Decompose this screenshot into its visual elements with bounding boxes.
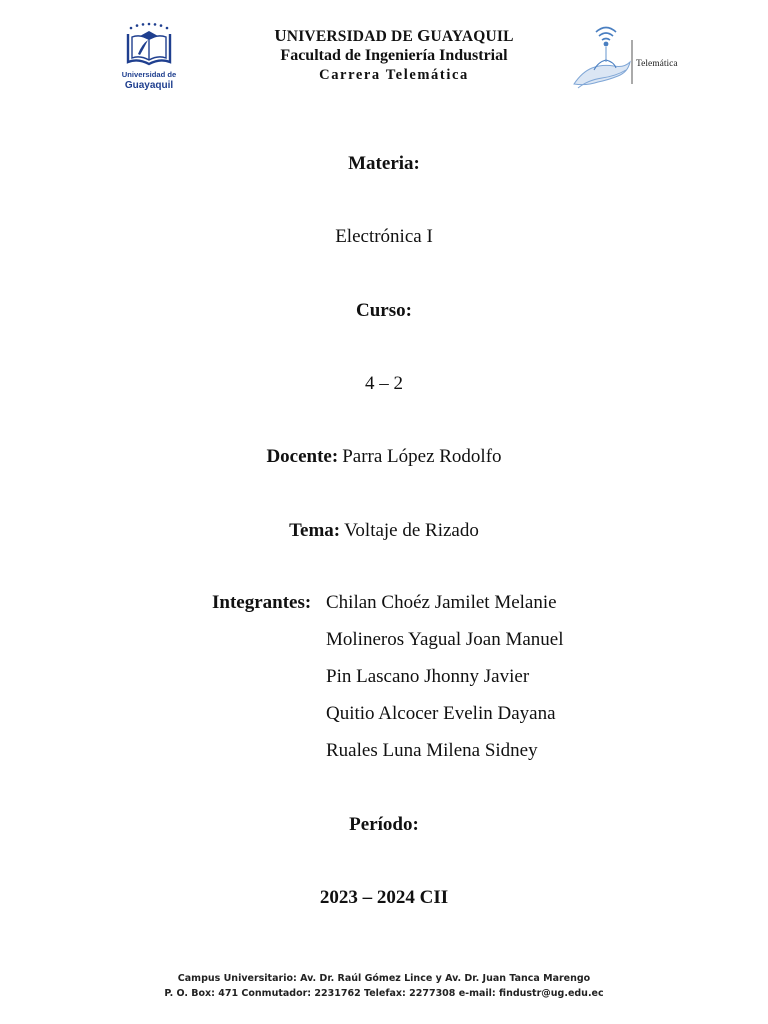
teacher-label: Docente: <box>266 446 339 467</box>
topic-label: Tema: <box>289 520 341 541</box>
member-item: Chilan Choéz Jamilet Melanie <box>326 592 557 613</box>
topic-line <box>0 520 768 542</box>
period-label: Período: <box>349 814 419 835</box>
logo-right-text: Telemática <box>636 59 678 69</box>
footer-contact: P. O. Box: 471 Conmutador: 2231762 Telefax: 2277308 e-mail: findustr@ug.edu.ec <box>164 988 604 999</box>
faculty-name: Facultad de Ingeniería Industrial <box>280 47 508 64</box>
topic-value: Voltaje de Rizado <box>344 520 479 541</box>
subject-value: Electrónica I <box>335 226 433 247</box>
university-name: UNIVERSIDAD DE GUAYAQUIL <box>274 26 514 45</box>
telematica-logo <box>568 22 690 94</box>
logo-left-text-1: Universidad de <box>121 70 177 79</box>
subject-label: Materia: <box>348 153 420 174</box>
teacher-value: Parra López Rodolfo <box>342 446 502 467</box>
member-item: Quitio Alcocer Evelin Dayana <box>326 703 556 724</box>
teacher-line <box>0 446 768 468</box>
course-label: Curso: <box>356 300 412 321</box>
career-name: Carrera Telemática <box>319 67 469 83</box>
members-label: Integrantes: <box>212 592 312 613</box>
member-item: Ruales Luna Milena Sidney <box>326 740 538 761</box>
member-item: Pin Lascano Jhonny Javier <box>326 666 530 687</box>
member-item: Molineros Yagual Joan Manuel <box>326 629 564 650</box>
period-value: 2023 – 2024 CII <box>319 887 449 908</box>
course-value: 4 – 2 <box>365 373 403 394</box>
logo-left-text-2: Guayaquil <box>124 80 174 91</box>
universidad-de-guayaquil-logo <box>118 22 180 94</box>
footer-address: Campus Universitario: Av. Dr. Raúl Gómez Lince y Av. Dr. Juan Tanca Marengo <box>177 973 591 984</box>
